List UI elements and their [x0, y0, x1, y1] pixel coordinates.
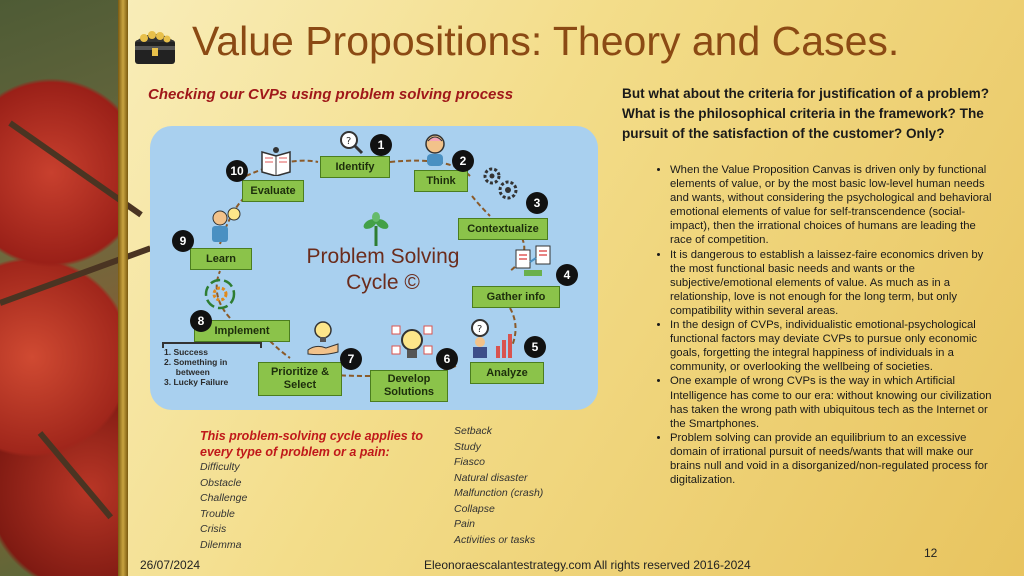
page-number: 12 [924, 546, 938, 560]
book-icon [260, 146, 292, 176]
step-gather-info: Gather info [472, 286, 560, 308]
applies-heading: This problem-solving cycle applies to every type of problem or a pain: [200, 429, 423, 459]
step-number-2: 2 [452, 150, 474, 172]
step-implement: Implement [194, 320, 290, 342]
bullet-item: • One example of wrong CVPs is the way in which Artificial Intelligence has come to our era: without knowing our civilization has taken the wrong path with ubiquitous tech as the Internet or the Smartphones. [670, 374, 1000, 430]
step-contextualize: Contextualize [458, 218, 548, 240]
problem-list-1 [200, 460, 247, 553]
step-evaluate: Evaluate [242, 180, 304, 202]
list-item: Setback [454, 425, 492, 437]
step-number-10: 10 [226, 160, 248, 182]
list-item: Activities or tasks [454, 533, 536, 546]
svg-text:?: ? [346, 136, 352, 147]
footer-copyright: Eleonoraescalantestrategy.com All rights reserved 2016-2024 [424, 558, 751, 572]
list-item: Malfunction (crash) [454, 487, 544, 499]
step-identify: Identify [320, 156, 390, 178]
gears-icon [480, 164, 520, 204]
analyst-chart-icon [466, 316, 516, 358]
slide-subtitle: Checking our CVPs using problem solving process [148, 86, 514, 103]
step-think: Think [414, 170, 468, 192]
criteria-question: But what about the criteria for justification of a problem? What is the philosophical criteria in the framework? The pursuit of the satisfaction of the customer? Only? [622, 86, 990, 141]
brain-head-icon [422, 132, 448, 166]
bullet-item: • Problem solving can provide an equilibrium to an excessive domain of irrational pursuit of needs/wants that will make our brains null and void in a disorganized/non-regulated process for digitalization. [670, 431, 1000, 487]
problem-list-2 [454, 424, 543, 548]
step-analyze: Analyze [470, 362, 544, 384]
seedling-icon [362, 212, 390, 246]
step-number-8: 8 [190, 310, 212, 332]
bullet-list [654, 163, 1000, 487]
apple-branch-artwork [0, 0, 128, 576]
cycle-title: Problem Solving Cycle © [306, 245, 460, 294]
list-item: Crisis [200, 523, 227, 535]
step-prioritize-select: Prioritize & Select [258, 362, 342, 396]
list-item: Natural disaster [454, 471, 528, 484]
list-item: Difficulty [200, 461, 240, 473]
lightbulb-checklist-icon [390, 322, 434, 366]
bullet-item: • In the design of CVPs, individualistic emotional-psychological functional factors may deviate CVPs to pursue only economic goals, forgetting the integral happiness of individuals in a community, or overlooking the wellbeing of societies. [670, 318, 1000, 374]
cycle-gear-icon [202, 276, 238, 312]
step-number-5: 5 [524, 336, 546, 358]
step-number-4: 4 [556, 264, 578, 286]
svg-text:?: ? [477, 324, 483, 335]
step-develop-solutions: Develop Solutions [370, 370, 448, 402]
list-item: Trouble [200, 507, 235, 520]
problem-solving-cycle-diagram [150, 126, 598, 410]
step-number-6: 6 [436, 348, 458, 370]
bullet-item: • When the Value Proposition Canvas is driven only by functional elements of value, or by the most basic low-level human needs and wants, without considering the psychological and behavioral emotional elements of value for self-transcendence (social-impact), then the irrational choices of humans are leading the race of competition. [670, 163, 1000, 248]
list-item: Dilemma [200, 538, 242, 551]
hand-lightbulb-icon [306, 320, 340, 356]
slide-title: Value Propositions: Theory and Cases. [192, 18, 900, 64]
step-number-7: 7 [340, 348, 362, 370]
magnifier-question-icon [338, 129, 364, 155]
bullet-item: • It is dangerous to establish a laissez-faire economics driven by the most functional basic needs and wants or the subjective/emotional elements of value. As much as in a relationship, love is not enough for the long term, but only compatibility within several areas. [670, 248, 1000, 318]
step-number-3: 3 [526, 192, 548, 214]
step-number-9: 9 [172, 230, 194, 252]
list-item: Collapse [454, 502, 495, 515]
step-number-1: 1 [370, 134, 392, 156]
list-item: Study [454, 440, 481, 453]
list-item: Pain [454, 518, 476, 530]
treasure-chest-icon [132, 26, 178, 68]
footer-date: 26/07/2024 [140, 558, 201, 572]
outcome-list: 1. Success 2. Something in between 3. Lucky Failure [164, 347, 229, 387]
list-item: Challenge [200, 492, 248, 504]
list-item: Obstacle [200, 476, 242, 489]
gold-divider [118, 0, 128, 576]
learner-icon [208, 206, 242, 244]
step-learn: Learn [190, 248, 252, 270]
list-item: Fiasco [454, 456, 485, 468]
documents-icon [514, 244, 554, 278]
